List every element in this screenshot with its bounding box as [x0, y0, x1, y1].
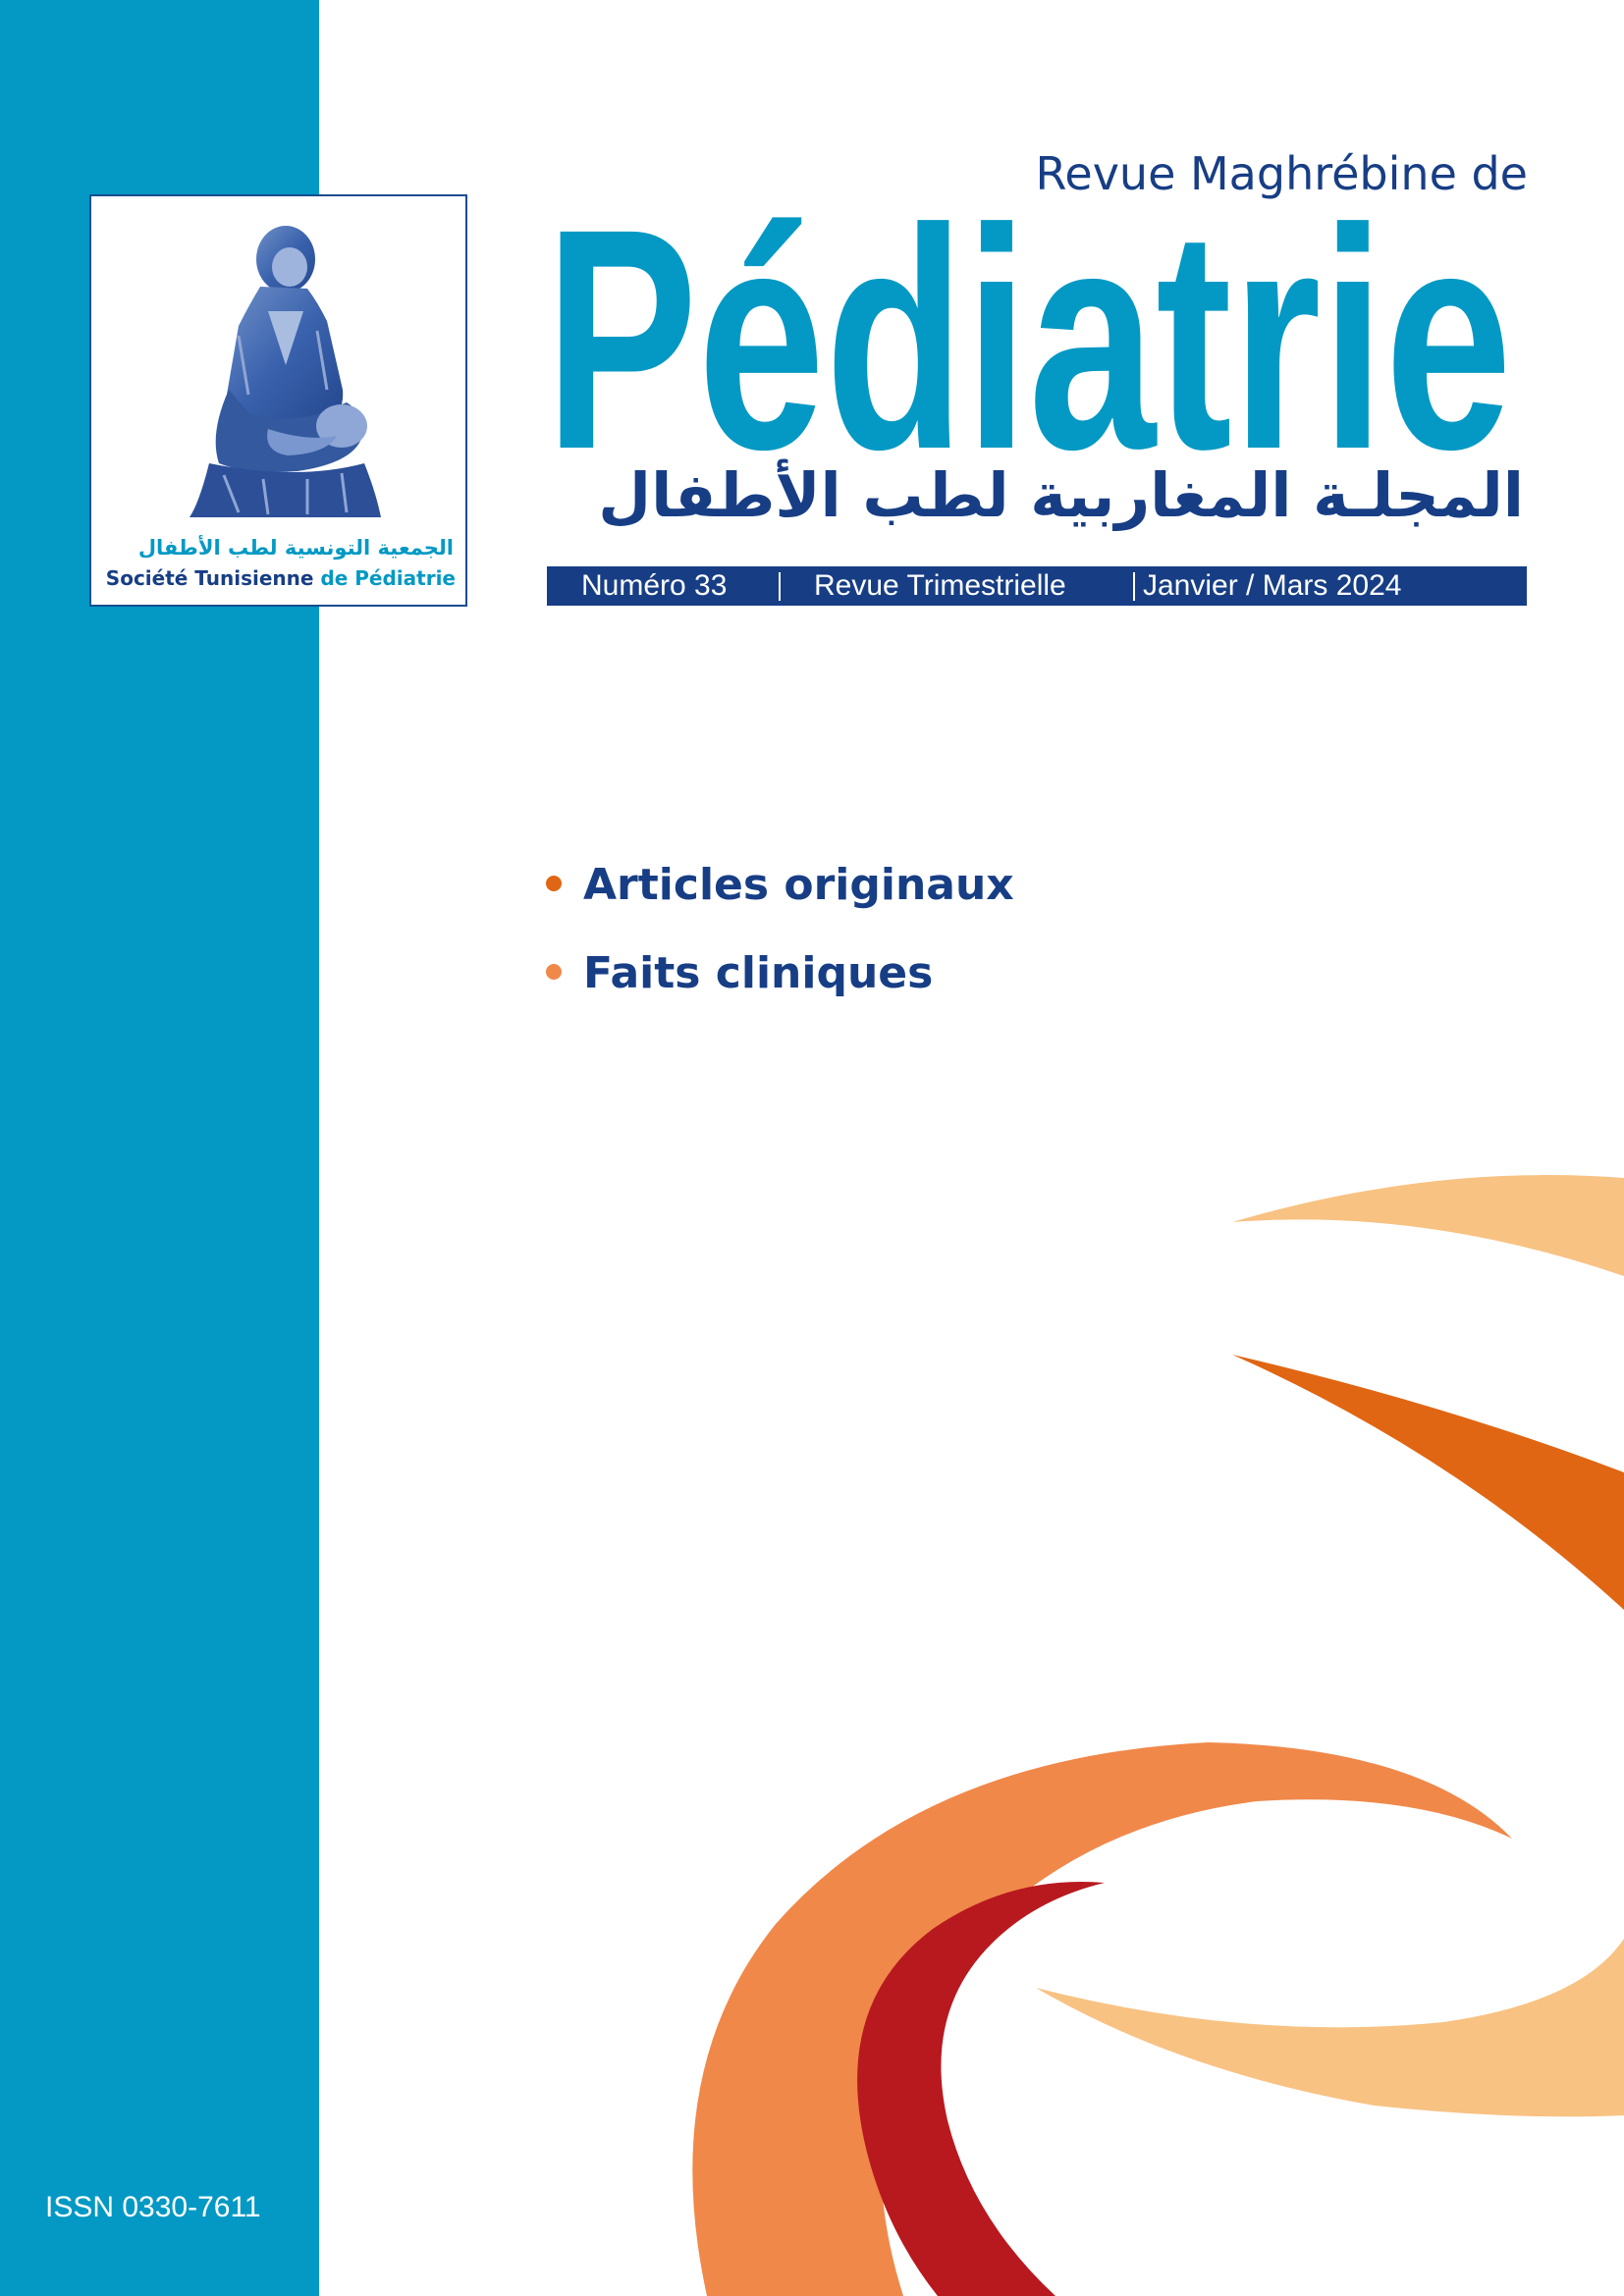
swoosh-light-bottom — [1036, 1939, 1624, 2116]
swoosh-dark-orange — [1232, 1355, 1624, 1610]
section-label: Faits cliniques — [583, 948, 934, 998]
issn-number: ISSN 0330-7611 — [45, 2191, 261, 2223]
issue-date: Janvier / Mars 2024 — [1143, 569, 1402, 602]
journal-supertitle: Revue Maghrébine de — [1035, 147, 1528, 200]
journal-arabic-title: المجلـة المغاربية لطب الأطفال — [598, 459, 1524, 531]
journal-frequency: Revue Trimestrielle — [814, 569, 1066, 602]
logo-french-part1: Société Tunisienne — [105, 566, 314, 590]
logo-arabic-text: الجمعية التونسية لطب الأطفال — [137, 536, 454, 560]
journal-title-text: Pédiatrie — [545, 163, 1512, 514]
logo-french-part2: de Pédiatrie — [313, 566, 456, 590]
issue-number: Numéro 33 — [581, 569, 728, 602]
swoosh-light-top — [1232, 1175, 1624, 1276]
section-label: Articles originaux — [583, 860, 1014, 910]
